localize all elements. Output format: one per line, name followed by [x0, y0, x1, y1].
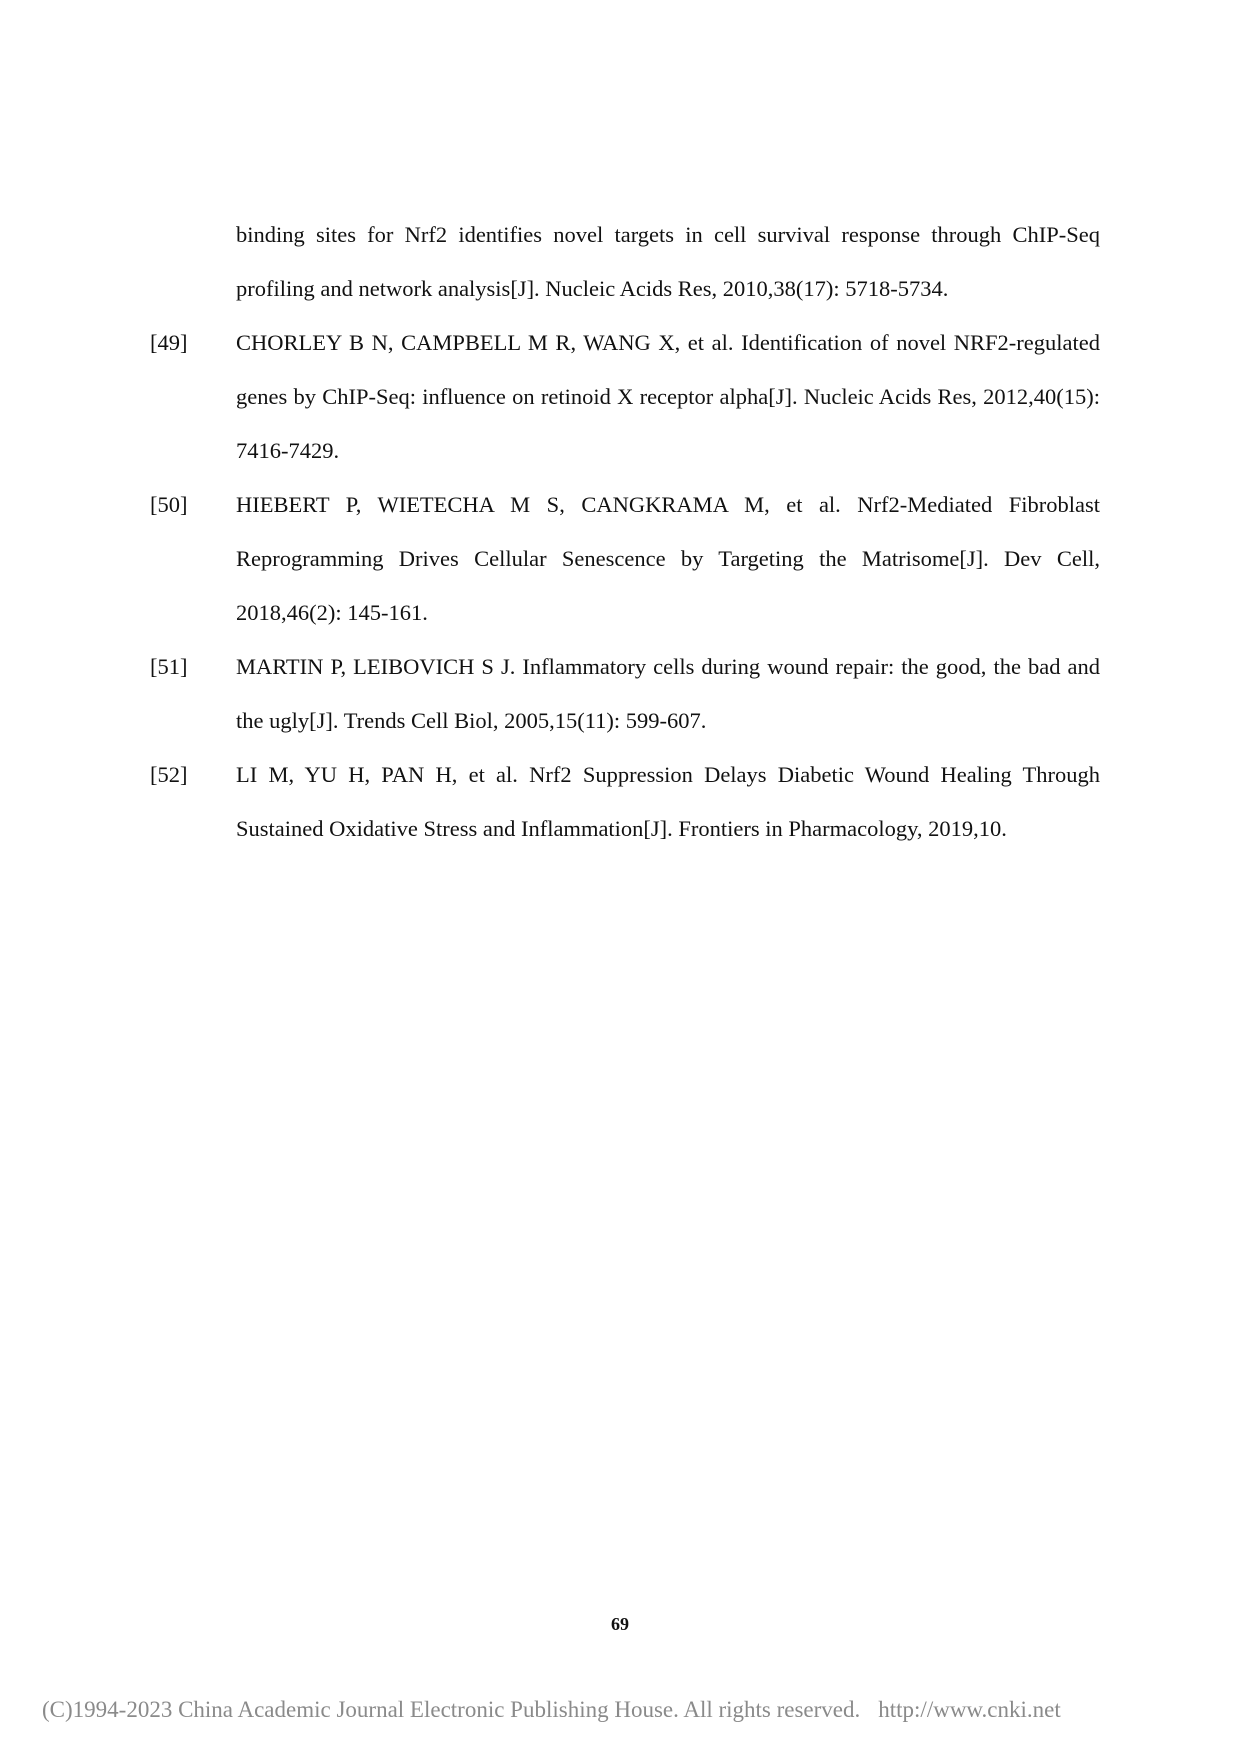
reference-text: HIEBERT P, WIETECHA M S, CANGKRAMA M, et al. Nrf2-Mediated Fibroblast Reprogramming Drives Cellular Senescence by Targeting the Matrisome[J]. Dev Cell, 2018,46(2): 145-161.	[236, 492, 1100, 625]
reference-text: LI M, YU H, PAN H, et al. Nrf2 Suppression Delays Diabetic Wound Healing Through Sustained Oxidative Stress and Inflammation[J]. Frontiers in Pharmacology, 2019,10.	[236, 762, 1100, 841]
copyright-text: (C)1994-2023 China Academic Journal Electronic Publishing House. All rights reserved.	[42, 1697, 861, 1722]
reference-52	[150, 748, 1100, 856]
reference-49	[150, 316, 1100, 478]
page-number: 69	[611, 1614, 629, 1634]
footer-url: http://www.cnki.net	[878, 1697, 1061, 1722]
reference-50	[150, 478, 1100, 640]
reference-continued	[150, 208, 1100, 316]
reference-list	[150, 208, 1100, 856]
reference-number: [50]	[150, 492, 188, 517]
reference-text: MARTIN P, LEIBOVICH S J. Inflammatory cells during wound repair: the good, the bad and the ugly[J]. Trends Cell Biol, 2005,15(11): 599-607.	[236, 654, 1100, 733]
reference-text: CHORLEY B N, CAMPBELL M R, WANG X, et al. Identification of novel NRF2-regulated genes by ChIP-Seq: influence on retinoid X receptor alpha[J]. Nucleic Acids Res, 2012,40(15): 7416-7429.	[236, 330, 1100, 463]
reference-number: [51]	[150, 654, 188, 679]
copyright-footer	[42, 1697, 1061, 1723]
reference-text: binding sites for Nrf2 identifies novel targets in cell survival response through ChIP-Seq profiling and network analysis[J]. Nucleic Acids Res, 2010,38(17): 5718-5734.	[236, 222, 1100, 301]
reference-number: [49]	[150, 330, 188, 355]
reference-number: [52]	[150, 762, 188, 787]
reference-51	[150, 640, 1100, 748]
